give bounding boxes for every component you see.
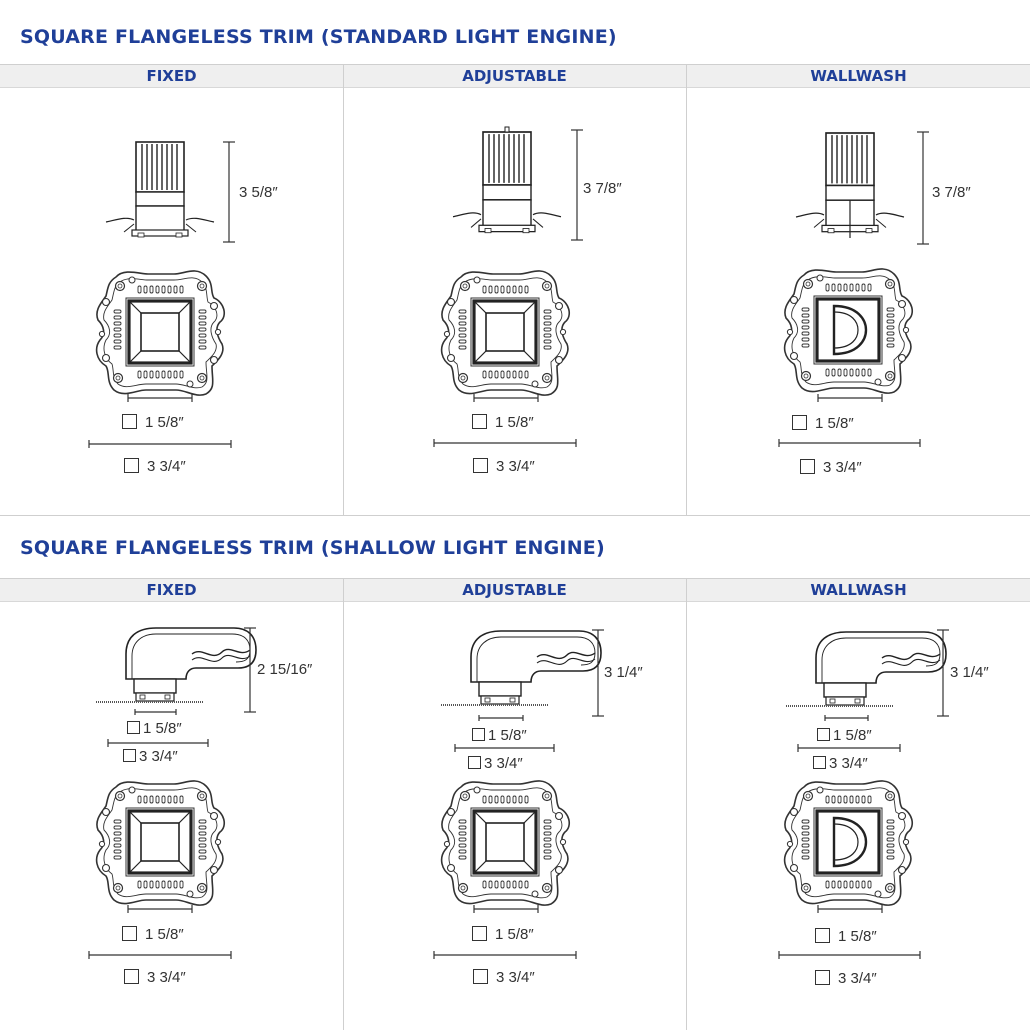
- square-aperture-icon: [122, 414, 137, 429]
- side-view-standard-wallwash: [796, 133, 904, 238]
- square-cutout-icon: [815, 970, 830, 985]
- side-view-shallow-adjustable: [441, 631, 601, 705]
- side-view-standard-adjustable: [453, 127, 561, 233]
- plan-view-shallow-wallwash: [785, 781, 913, 905]
- cutout-label: 3 3/4″: [484, 755, 523, 772]
- column-heading-fixed: FIXED: [146, 67, 197, 85]
- square-aperture-icon: [792, 415, 807, 430]
- column-heading-wallwash: WALLWASH: [810, 67, 907, 85]
- height-label: 3 7/8″: [932, 184, 971, 201]
- square-cutout-icon: [124, 969, 139, 984]
- square-aperture-icon: [122, 926, 137, 941]
- plan-view-shallow-fixed: [97, 781, 225, 905]
- aperture-dimension: [472, 926, 534, 943]
- plan-view-standard-adjustable: [442, 271, 570, 395]
- aperture-dimension: [472, 727, 527, 744]
- column-heading-fixed: FIXED: [146, 581, 197, 599]
- aperture-label: 1 5/8″: [145, 926, 184, 943]
- square-cutout-icon: [800, 459, 815, 474]
- column-heading-wallwash: WALLWASH: [810, 581, 907, 599]
- aperture-label: 1 5/8″: [495, 926, 534, 943]
- height-label: 3 1/4″: [604, 664, 643, 681]
- column-heading-adjustable: ADJUSTABLE: [462, 67, 567, 85]
- square-cutout-icon: [124, 458, 139, 473]
- square-aperture-icon: [472, 414, 487, 429]
- plan-view-standard-fixed: [97, 271, 225, 395]
- cutout-label: 3 3/4″: [496, 969, 535, 986]
- square-aperture-icon: [472, 728, 485, 741]
- side-view-shallow-fixed: [96, 628, 256, 702]
- square-cutout-icon: [473, 458, 488, 473]
- side-view-standard-fixed: [106, 142, 214, 237]
- height-label: 3 1/4″: [950, 664, 989, 681]
- aperture-label: 1 5/8″: [495, 414, 534, 431]
- square-cutout-icon: [813, 756, 826, 769]
- cutout-label: 3 3/4″: [139, 748, 178, 765]
- cutout-dimension: [123, 748, 178, 765]
- cutout-dimension: [124, 969, 186, 986]
- aperture-label: 1 5/8″: [815, 415, 854, 432]
- square-cutout-icon: [468, 756, 481, 769]
- height-label: 3 7/8″: [583, 180, 622, 197]
- height-label: 3 5/8″: [239, 184, 278, 201]
- square-aperture-icon: [472, 926, 487, 941]
- aperture-dimension: [815, 928, 877, 945]
- square-aperture-icon: [817, 728, 830, 741]
- cutout-dimension: [473, 458, 535, 475]
- square-aperture-icon: [127, 721, 140, 734]
- cutout-label: 3 3/4″: [829, 755, 868, 772]
- aperture-dimension: [472, 414, 534, 431]
- cutout-dimension: [813, 755, 868, 772]
- aperture-label: 1 5/8″: [143, 720, 182, 737]
- plan-view-standard-wallwash: [785, 269, 913, 393]
- cutout-label: 3 3/4″: [147, 969, 186, 986]
- aperture-label: 1 5/8″: [833, 727, 872, 744]
- aperture-dimension: [122, 926, 184, 943]
- cutout-label: 3 3/4″: [838, 970, 877, 987]
- cutout-dimension: [468, 755, 523, 772]
- square-cutout-icon: [123, 749, 136, 762]
- column-heading-adjustable: ADJUSTABLE: [462, 581, 567, 599]
- cutout-dimension: [815, 970, 877, 987]
- aperture-label: 1 5/8″: [838, 928, 877, 945]
- cutout-label: 3 3/4″: [823, 459, 862, 476]
- cutout-dimension: [473, 969, 535, 986]
- aperture-dimension: [817, 727, 872, 744]
- cutout-dimension: [800, 459, 862, 476]
- aperture-dimension: [792, 415, 854, 432]
- square-cutout-icon: [473, 969, 488, 984]
- height-label: 2 15/16″: [257, 661, 313, 678]
- section-title-shallow: SQUARE FLANGELESS TRIM (SHALLOW LIGHT ENGINE): [20, 537, 605, 559]
- aperture-label: 1 5/8″: [145, 414, 184, 431]
- side-view-shallow-wallwash: [786, 632, 946, 706]
- aperture-dimension: [122, 414, 184, 431]
- cutout-dimension: [124, 458, 186, 475]
- aperture-dimension: [127, 720, 182, 737]
- aperture-label: 1 5/8″: [488, 727, 527, 744]
- cutout-label: 3 3/4″: [496, 458, 535, 475]
- section-title-standard: SQUARE FLANGELESS TRIM (STANDARD LIGHT ENGINE): [20, 26, 617, 48]
- plan-view-shallow-adjustable: [442, 781, 570, 905]
- cutout-label: 3 3/4″: [147, 458, 186, 475]
- square-aperture-icon: [815, 928, 830, 943]
